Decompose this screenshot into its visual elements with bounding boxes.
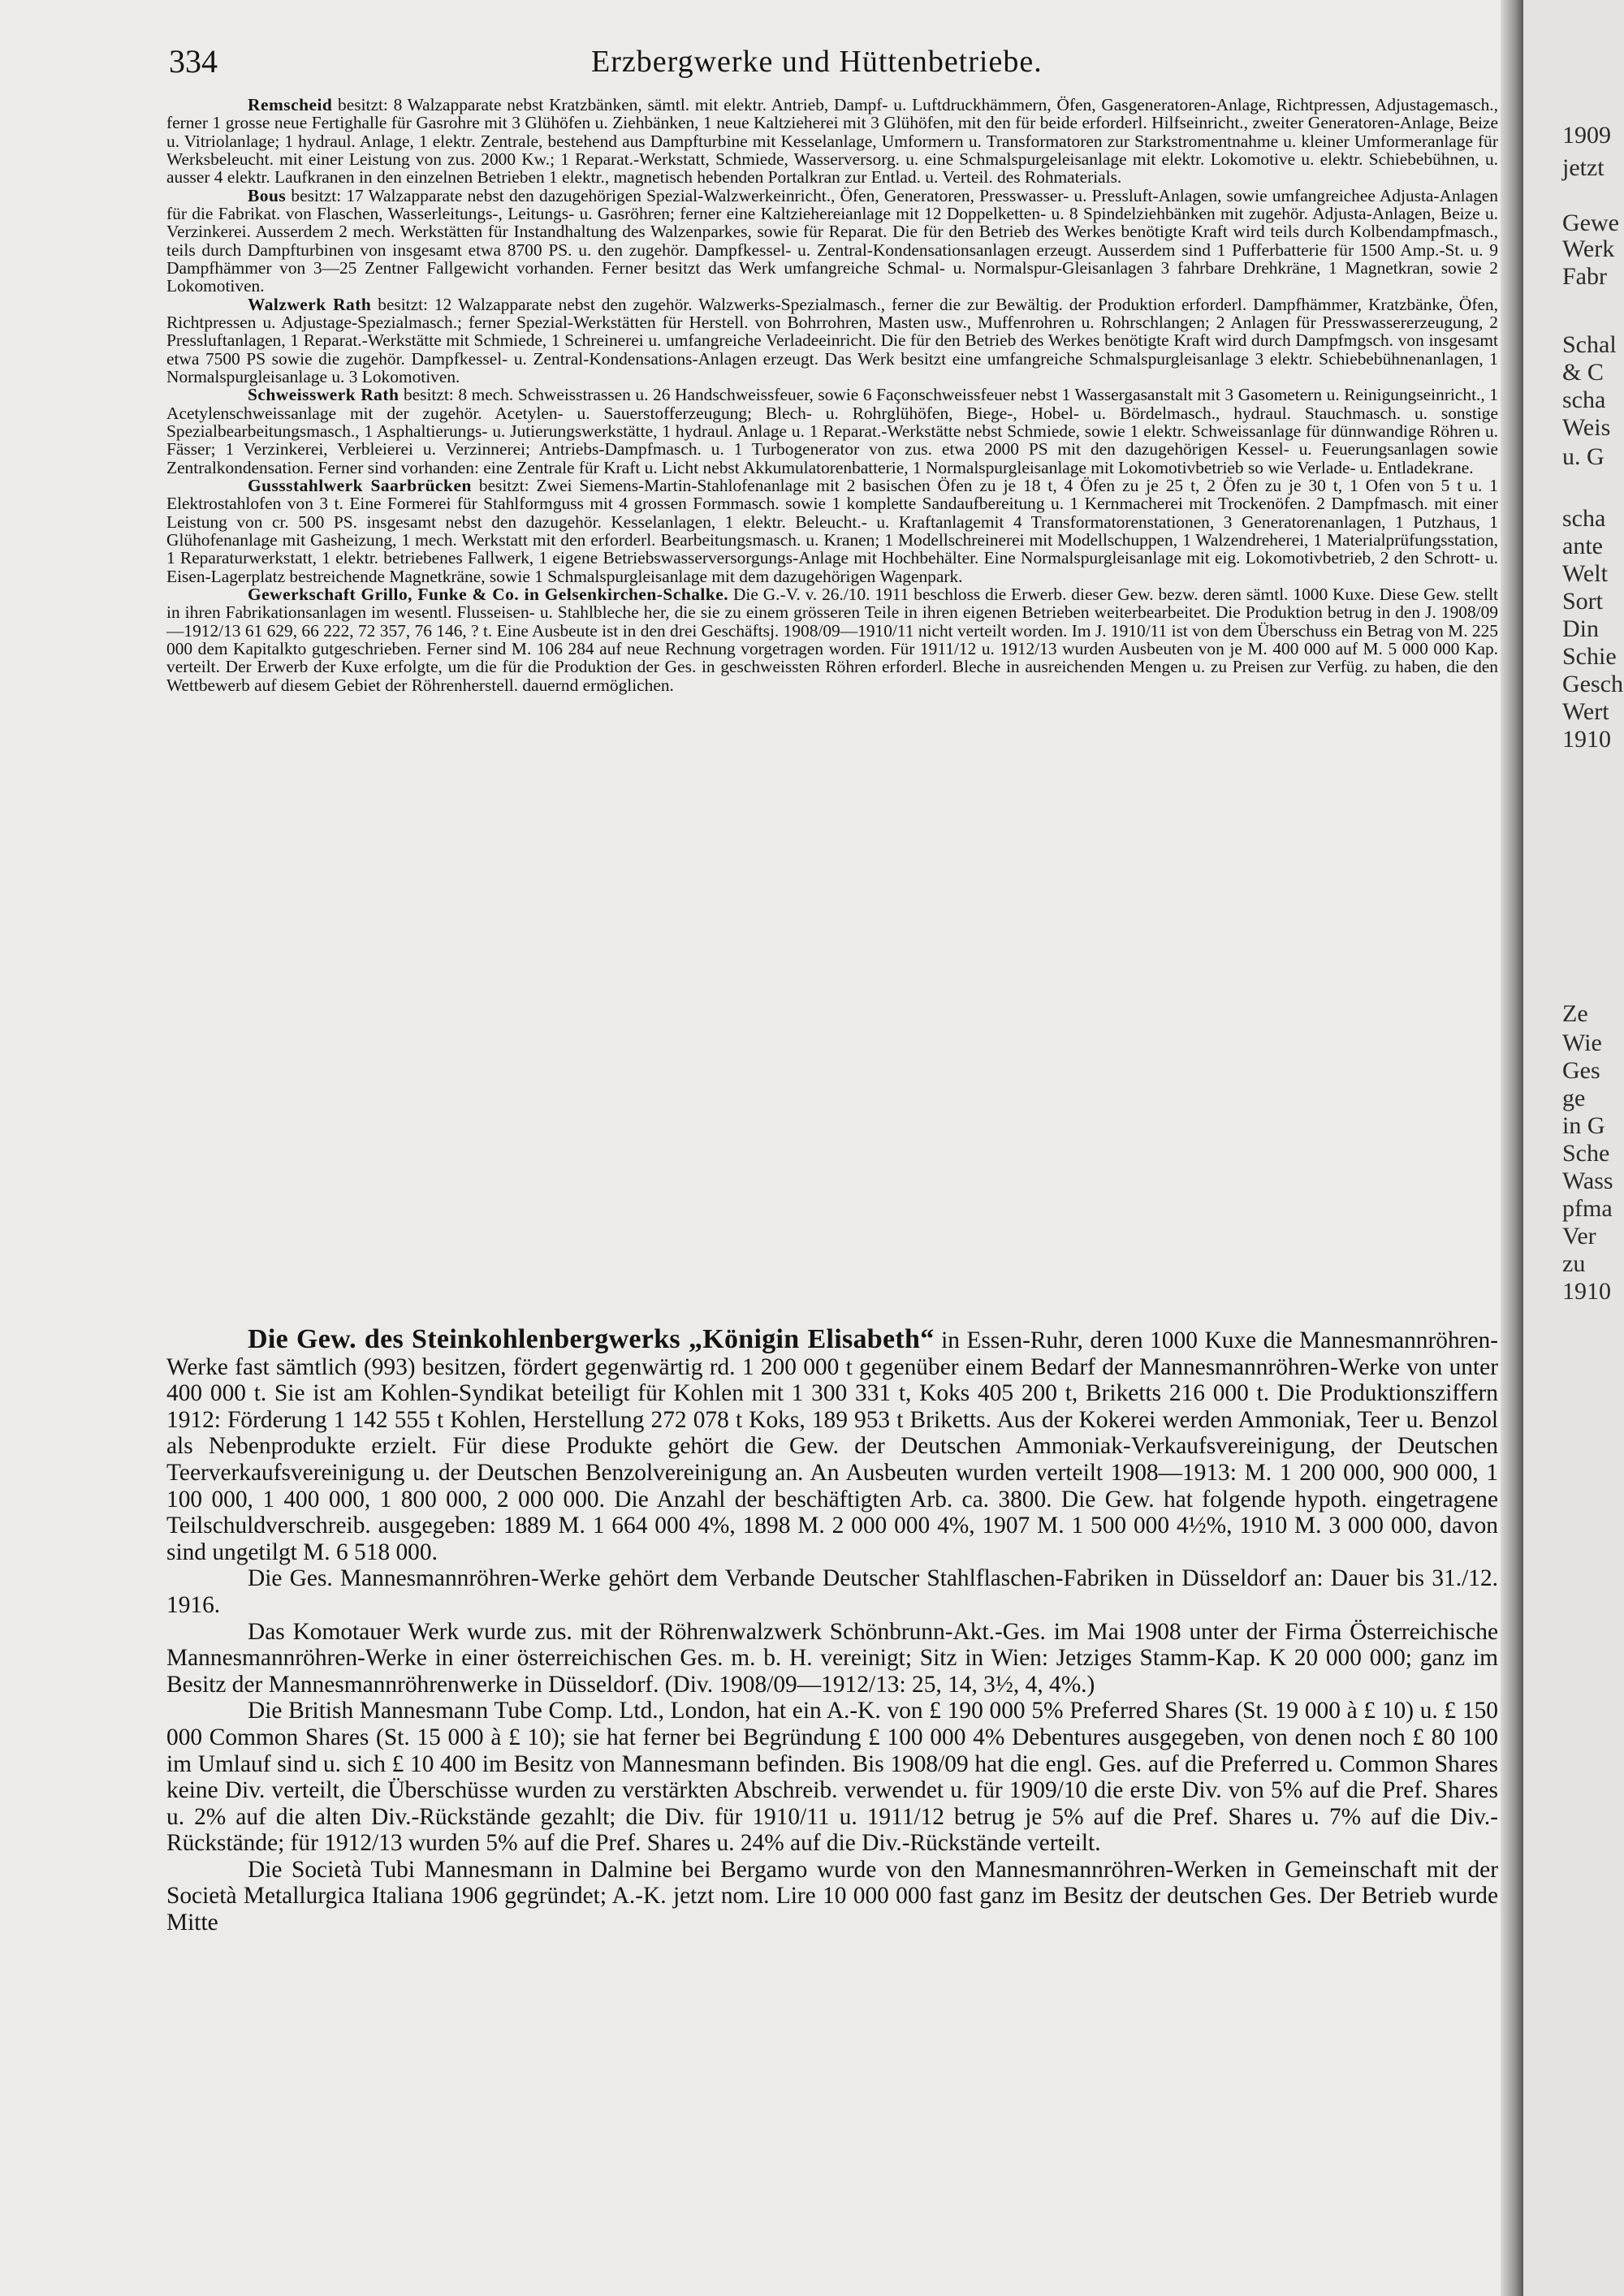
large-print-section	[166, 1324, 1498, 1936]
facing-page-fragment: u. G	[1562, 443, 1605, 470]
paragraph-text: Das Komotauer Werk wurde zus. mit der Röhrenwalzwerk Schönbrunn-Akt.-Ges. im Mai 1908 unter der Firma Österreichische Mannesmannröhren-Werke in einer österreichischen Ges. m. b. H. vereinigt; Sitz in Wien: Jetziges Stamm-Kap. K 20 000 000; ganz im Besitz der Mannesmannröhrenwerke in Düsseldorf. (Div. 1908/09—1912/13: 25, 14, 3½, 4, 4%.)	[166, 1618, 1498, 1698]
paragraph-text: besitzt: 8 Walzapparate nebst Kratzbänken, sämtl. mit elektr. Antrieb, Dampf- u. Luftdruckhämmern, Öfen, Gasgeneratoren-Anlage, Richtpressen, Adjustagemasch., ferner 1 grosse neue Fertighalle für Gasrohre mit 3 Glühöfen u. Ziehbänken, 1 neue Kaltzieherei mit 3 Glühöfen, mit den für beide erforderl. Hilfseinricht., zweiter Generatoren-Anlage, Beize u. Vitriolanlage; 1 hydraul. Anlage, 1 elektr. Zentrale, bestehend aus Dampfturbine mit Kesselanlage, Umformern u. Transformatoren zur Starkstromentnahme u. kleiner Umformeranlage für Werksbeleucht. mit einer Leistung von zus. 2000 Kw.; 1 Reparat.-Werkstatt, Schmiede, Wasserversorg. u. eine Schmalspurgeleisanlage mit elektr. Lokomotive u. elektr. Schiebebühnen, u. ausser 4 elektr. Laufkranen in den einzelnen Betrieben 1 elektr., magnetisch hebenden Portalkran zur Entlad. u. Verteil. des Rohmaterials.	[166, 95, 1498, 188]
page-gutter-shadow	[1501, 0, 1523, 2296]
paragraph-text: in Essen-Ruhr, deren 1000 Kuxe die Mannesmannröhren-Werke fast sämtlich (993) besitzen, fördert gegenwärtig rd. 1 200 000 t gegenüber einem Bedarf der Mannesmannröhren-Werke von unter 400 000 t. Sie ist am Kohlen-Syndikat beteiligt für Kohlen mit 1 300 331 t, Koks 405 200 t, Briketts 216 000 t. Die Produktionsziffern 1912: Förderung 1 142 555 t Kohlen, Herstellung 272 078 t Koks, 189 953 t Briketts. Aus der Kokerei werden Ammoniak, Teer u. Benzol als Nebenprodukte erzielt. Für diese Produkte gehört die Gew. der Deutschen Ammoniak-Verkaufsvereinigung, der Deutschen Teerverkaufsvereinigung u. der Deutschen Benzolvereinigung an. An Ausbeuten wurden verteilt 1908—1913: M. 1 200 000, 900 000, 1 100 000, 1 400 000, 1 800 000, 2 000 000. Die Anzahl der beschäftigten Arb. ca. 3800. Die Gew. hat folgende hypoth. eingetragene Teilschuldverschreib. ausgegeben: 1889 M. 1 664 000 4%, 1898 M. 2 000 000 4%, 1907 M. 1 500 000 4½%, 1910 M. 3 000 000, davon sind ungetilgt M. 6 518 000.	[166, 1327, 1498, 1565]
facing-page-fragment: Schie	[1562, 643, 1617, 670]
facing-page-fragment: Wass	[1562, 1167, 1613, 1194]
paragraph-koenigin-elisabeth	[166, 1324, 1498, 1565]
paragraph-lead: Schweisswerk Rath	[248, 385, 400, 405]
paragraph-lead: Die Gew. des Steinkohlenbergwerks „Königin Elisabeth“	[248, 1324, 935, 1354]
facing-page-fragment: 1910	[1562, 726, 1611, 753]
small-print-section	[166, 96, 1498, 694]
facing-page-fragment: zu	[1562, 1250, 1586, 1277]
facing-page-fragment: Ges	[1562, 1057, 1600, 1084]
paragraph-walzwerk-rath	[166, 296, 1498, 386]
paragraph-bous	[166, 187, 1498, 296]
facing-page-fragment: 1910	[1562, 1278, 1611, 1305]
paragraph-stahlflaschen-verband	[166, 1565, 1498, 1618]
paragraph-text: besitzt: 17 Walzapparate nebst den dazugehörigen Spezial-Walzwerkeinricht., Öfen, Generatoren, Presswasser- u. Pressluft-Anlagen, sowie umfangreichee Adjusta-Anlagen für die Fabrikat. von Flaschen, Wasserleitungs-, Leitungs- u. Gasröhren; ferner eine Kaltziehereianlage mit 12 Doppelketten- u. 8 Spindelziehbänken mit zugehör. Adjusta-Anlagen, Beize u. Verzinkerei. Ausserdem 2 mech. Werkstätten für Instandhaltung des Walzenparkes, sowie für Reparat. Die für den Betrieb des Werkes benötigte Kraft wird teils durch Kolbendampfmasch., teils durch Dampfturbinen von insgesamt etwa 8700 PS. u. den zugehör. Dampfkessel- u. Zentral-Kondensationsanlagen erzeugt. Ausserdem sind 1 Pufferbatterie für 1500 Amp.-St. u. 9 Dampfhämmer von 3—25 Zentner Fallgewicht vorhanden. Ferner besitzt das Werk umfangreiche Schmal- u. Normalspur-Gleisanlagen 3 fahrbare Drehkräne, 1 Magnetkran, sowie 2 Lokomotiven.	[166, 185, 1498, 296]
paragraph-text: Die G.-V. v. 26./10. 1911 beschloss die Erwerb. dieser Gew. bezw. deren sämtl. 1000 Kuxe. Diese Gew. stellt in ihren Fabrikationsanlagen im wesentl. Flusseisen- u. Stahlbleche her, die sie zu einem grösseren Teile in ihren eigenen Betrieben weiterbearbeitet. Die Produktion betrug in den J. 1908/09—1912/13 61 629, 66 222, 72 357, 76 146, ? t. Eine Ausbeute ist in den drei Geschäftsj. 1908/09—1910/11 nicht verteilt worden. Im J. 1910/11 ist von dem Überschuss ein Betrag von M. 225 000 dem Kapitalkto gutgeschrieben. Ferner sind M. 106 284 auf neue Rechnung vorgetragen worden. Für 1911/12 u. 1912/13 wurden Ausbeuten von je M. 400 000 auf M. 5 000 000 Kap. verteilt. Der Erwerb der Kuxe erfolgte, um die für die Produktion der Ges. in geschweissten Röhren erforderl. Bleche in ausreichenden Mengen u. zu Preisen zur Verfüg. zu haben, die den Wettbewerb auf diesem Gebiet der Röhrenherstell. dauernd ermöglichen.	[166, 584, 1498, 695]
paragraph-lead: Walzwerk Rath	[248, 294, 372, 314]
facing-page-fragment: 1909	[1562, 122, 1611, 149]
facing-page-fragment: Wert	[1562, 698, 1609, 725]
facing-page-fragment: jetzt	[1562, 154, 1605, 181]
paragraph-schweisswerk-rath	[166, 386, 1498, 477]
paragraph-british-mannesmann	[166, 1698, 1498, 1857]
paragraph-text: Die Società Tubi Mannesmann in Dalmine bei Bergamo wurde von den Mannesmannröhren-Werken in Gemeinschaft mit der Società Metallurgica Italiana 1906 gegründet; A.-K. jetzt nom. Lire 10 000 000 fast ganz im Besitz der deutschen Ges. Der Betrieb wurde Mitte	[166, 1856, 1498, 1936]
facing-page-fragment: Din	[1562, 615, 1599, 642]
facing-page-fragment: Sort	[1562, 588, 1604, 615]
paragraph-text: besitzt: 8 mech. Schweisstrassen u. 26 Handschweissfeuer, sowie 6 Façonschweissfeuer nebst 1 Wassergasanstalt mit 3 Gasometern u. Reinigungseinricht., 1 Acetylenschweissanlage mit der zugehör. Acetylen- u. Sauerstofferzeugung; Blech- u. Rohrglühöfen, Biege-, Hobel- u. Bördelmasch., hydraul. Stauchmasch. u. sonstige Spezialbearbeitungsmasch., 1 Asphaltierungs- u. Jutierungswerkstätte, 1 hydraul. Anlage u. 1 Reparat.-Werkstätte nebst Schmiede, sowie 1 elektr. Schweissanlage für dünnwandige Röhren u. Fässer; 1 Verzinkerei, Verbleierei u. Verzinnerei; Antriebs-Dampfmasch. u. 1 Turbogenerator von zus. etwa 2000 PS mit den dazugehörigen Kessel- u. Feuerungsanlagen sowie Zentralkondensation. Ferner sind vorhanden: eine Zentrale für Kraft u. Licht nebst Akkumulatorenbatterie, 1 Normalspurgleisanlage mit Lokomotivbetrieb so wie Verlade- u. Entladekrane.	[166, 385, 1498, 477]
paragraph-text: besitzt: 12 Walzapparate nebst den zugehör. Walzwerks-Spezialmasch., ferner die zur Bewältig. der Produktion erforderl. Dampfhämmer, Kratzbänke, Öfen, Richtpressen u. Adjustage-Spezialmasch.; ferner Spezial-Werkstätten für Herstell. von Bohrrohren, Masten usw., Muffenrohren u. Rohrschlangen; 2 Anlagen für Presswassererzeugung, 2 Pressluftanlagen, 1 Reparat.-Werkstätte mit Schmiede, 1 Schreinerei u. umfangreiche Verladeeinricht. Die für den Betrieb des Werkes benötigte Kraft wird durch Dampfmgsch. von insgesamt etwa 7500 PS sowie die zugehör. Dampfkessel- u. Zentral-Kondensations-Anlagen erzeugt. Das Werk besitzt eine umfangreiche Schmalspurgleisanlage 3 elektr. Schiebebühnenanlagen, 1 Normalspurgleisanlage u. 3 Lokomotiven.	[166, 294, 1499, 386]
paragraph-lead: Gussstahlwerk Saarbrücken	[248, 475, 472, 495]
facing-page-fragment: Wie	[1562, 1029, 1602, 1056]
paragraph-lead: Bous	[248, 185, 287, 205]
facing-page-fragment: Werk	[1562, 235, 1615, 262]
paragraph-societa-tubi	[166, 1857, 1498, 1936]
facing-page-fragment: & C	[1562, 359, 1604, 386]
facing-page-fragment: pfma	[1562, 1195, 1613, 1222]
facing-page-fragment: Welt	[1562, 560, 1608, 587]
facing-page-fragment: Ver	[1562, 1223, 1596, 1249]
paragraph-text: Die British Mannesmann Tube Comp. Ltd., London, hat ein A.-K. von £ 190 000 5% Preferred Shares (St. 19 000 à £ 10) u. £ 150 000 Common Shares (St. 15 000 à £ 10); sie hat ferner bei Begründung £ 100 000 4% Debentures ausgegeben, von denen noch £ 80 100 im Umlauf sind u. sich £ 10 400 im Besitz von Mannesmann befinden. Bis 1908/09 hat die engl. Ges. auf die Preferred u. Common Shares keine Div. verteilt, die Überschüsse wurden zu verstärkten Abschreib. verwendet u. für 1909/10 die erste Div. von 5% auf die Pref. Shares u. 2% auf die alten Div.-Rückstände gezahlt; die Div. für 1910/11 u. 1911/12 betrug je 5% auf die Pref. Shares u. 7% auf die Div.-Rückstände; für 1912/13 wurden 5% auf die Pref. Shares u. 24% auf die Div.-Rückstände verteilt.	[166, 1698, 1498, 1857]
facing-page-fragment: Fabr	[1562, 263, 1607, 290]
paragraph-gussstahlwerk-saarbruecken	[166, 477, 1498, 585]
facing-page-fragment: in G	[1562, 1112, 1605, 1139]
facing-page-fragment: Gewe	[1562, 209, 1619, 236]
facing-page-fragment: Ze	[1562, 1000, 1588, 1027]
paragraph-lead: Remscheid	[248, 95, 333, 114]
paragraph-gewerkschaft-grillo	[166, 585, 1498, 694]
facing-page-edge	[1523, 0, 1624, 2296]
facing-page-fragment: scha	[1562, 386, 1606, 413]
running-title: Erzbergwerke und Hüttenbetriebe.	[591, 45, 1043, 79]
page-number: 334	[169, 43, 218, 80]
facing-page-fragment: ante	[1562, 533, 1603, 559]
facing-page-fragment: Schal	[1562, 331, 1617, 358]
paragraph-lead: Gewerkschaft Grillo, Funke & Co. in Gelsenkirchen-Schalke.	[248, 584, 729, 604]
facing-page-fragment: Sche	[1562, 1140, 1610, 1167]
facing-page-fragment: ge	[1562, 1085, 1586, 1111]
facing-page-fragment: Gesch	[1562, 671, 1623, 697]
paragraph-text: Die Ges. Mannesmannröhren-Werke gehört dem Verbande Deutscher Stahlflaschen-Fabriken in Düsseldorf an: Dauer bis 31./12. 1916.	[166, 1565, 1498, 1618]
paragraph-text: besitzt: Zwei Siemens-Martin-Stahlofenanlage mit 2 basischen Öfen zu je 18 t, 4 Öfen zu je 25 t, 2 Öfen zu je 30 t, 1 Ofen von 5 t u. 1 Elektrostahlofen von 3 t. Eine Formerei für Stahlformguss mit 4 grossen Formmasch. sowie 1 komplette Sandaufbereitung u. 1 Kernmacherei mit Trockenöfen. 2 Dampfmasch. mit einer Leistung von cr. 500 PS. insgesamt nebst den dazugehör. Kesselanlagen, 1 elektr. Beleucht.- u. Kraftanlagemit 4 Transformatorenstationen, 3 Generatorenanlagen, 1 Putzhaus, 1 Glühofenanlage mit Gasheizung, 1 mech. Werkstatt mit den erforderl. Bearbeitungsmasch. u. Kranen; 1 Modellschreinerei mit Modellschuppen, 1 Walzendreherei, 1 Materialprüfungsstation, 1 Reparaturwerkstatt, 1 elektr. betriebenes Fallwerk, 1 eigene Betriebswasserversorgungs-Anlage mit Hochbehälter. Eine Normalspurgleisanlage mit eig. Lokomotivbetrieb, 2 den Schrott- u. Eisen-Lagerplatz bestreichende Magnetkräne, sowie 1 Schmalspurgleisanlage mit dem dazugehörigen Wagenpark.	[166, 475, 1498, 586]
facing-page-fragment: Weis	[1562, 414, 1611, 441]
page-header	[169, 42, 1501, 80]
facing-page-fragment: scha	[1562, 505, 1606, 532]
paragraph-remscheid	[166, 96, 1498, 187]
paragraph-komotauer-werk	[166, 1619, 1498, 1698]
